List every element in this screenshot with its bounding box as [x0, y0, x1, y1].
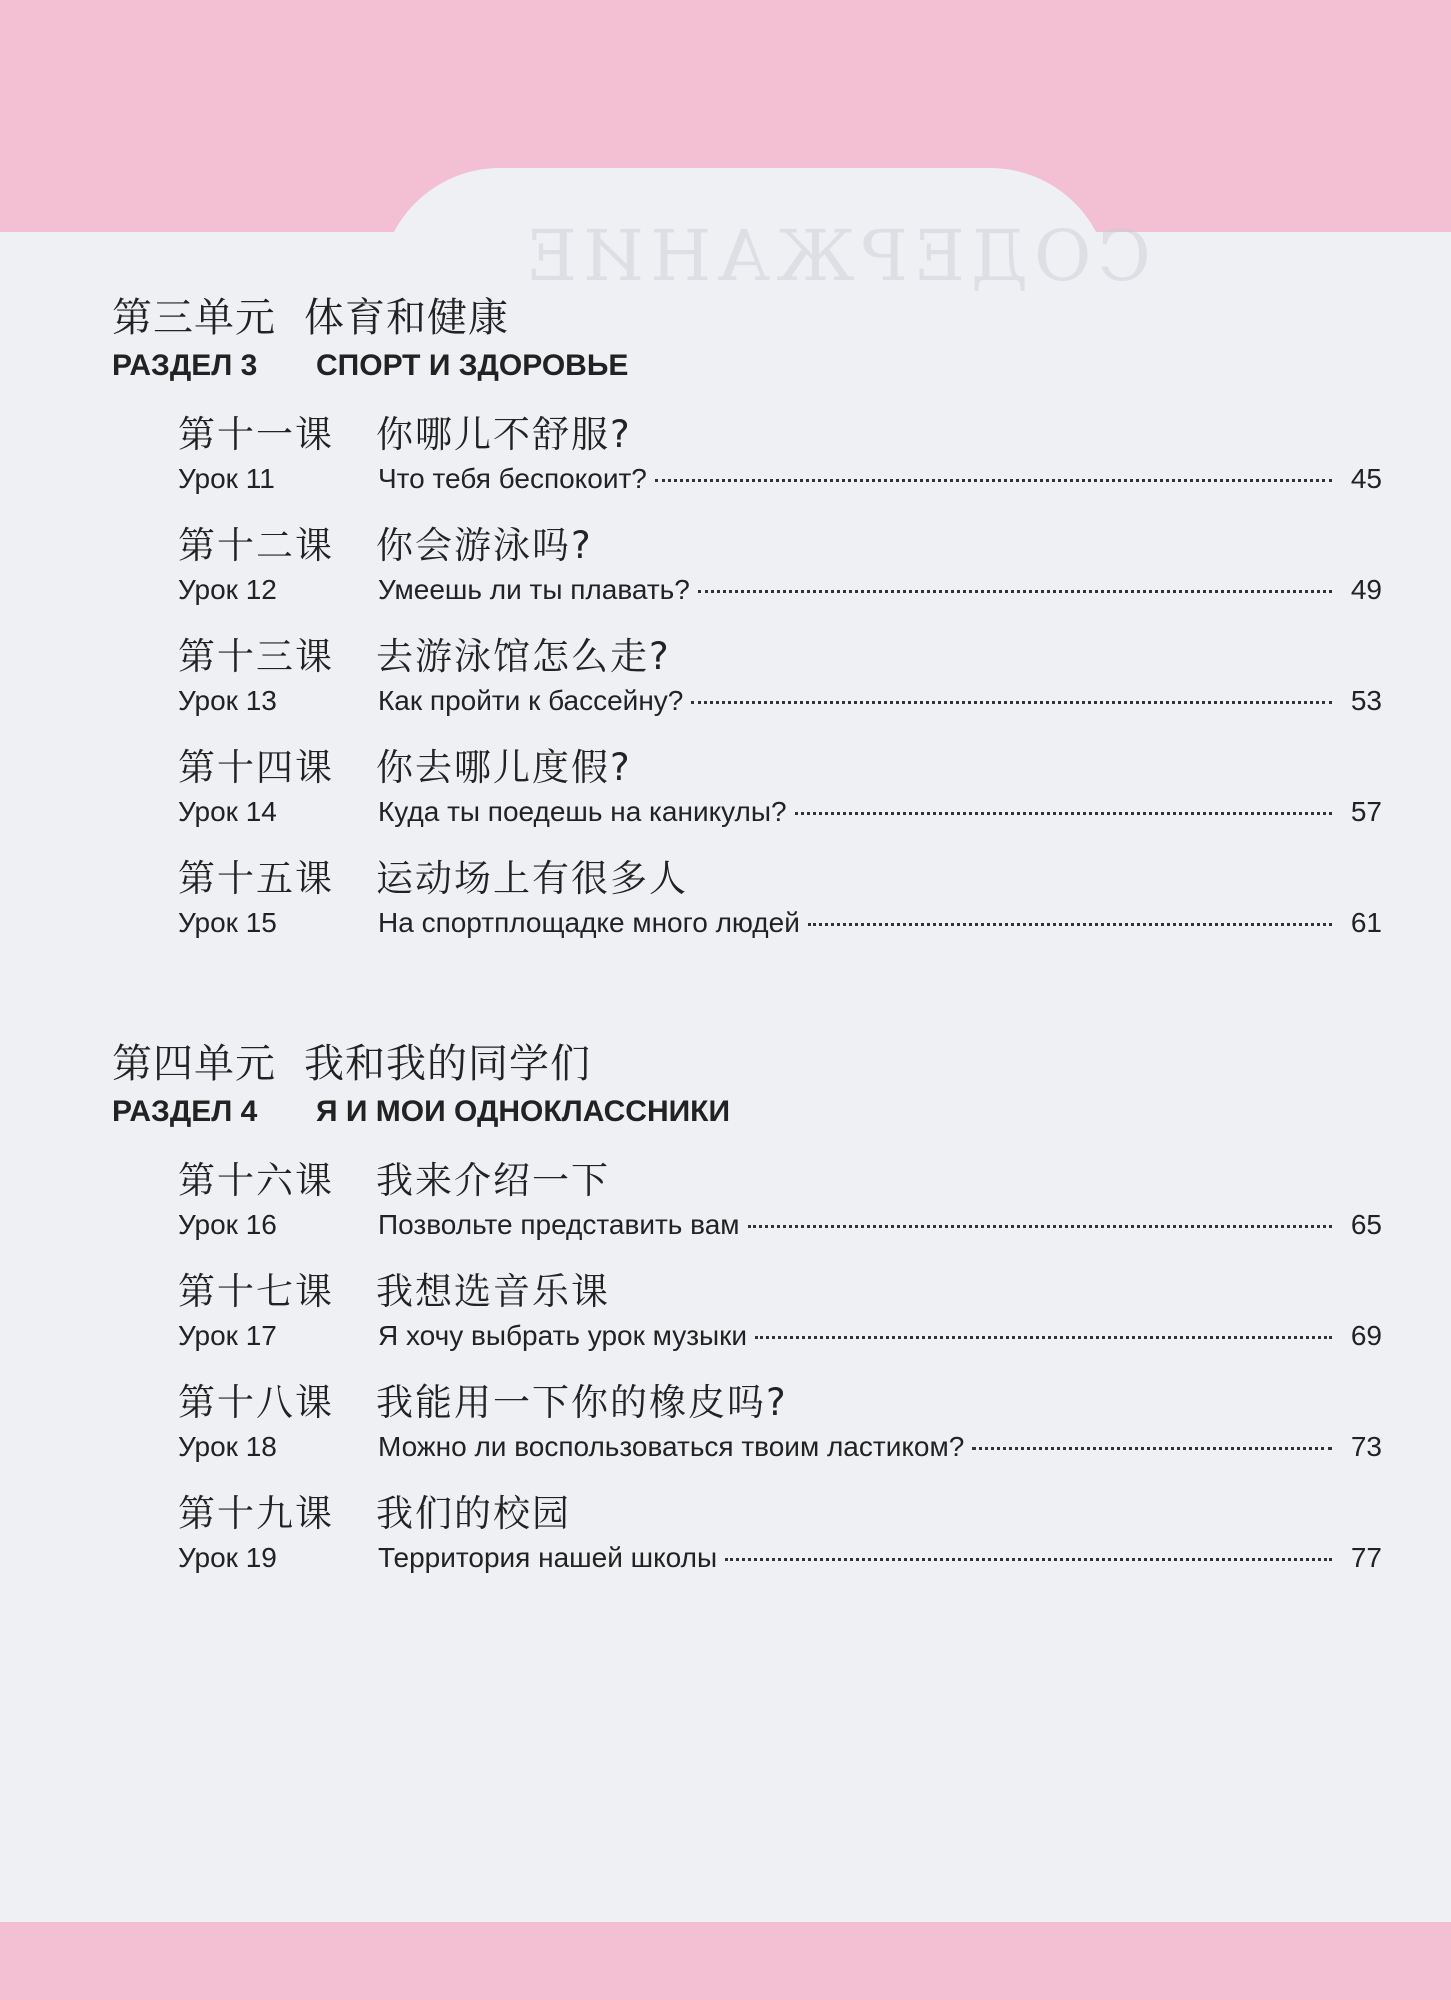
dot-leader: [808, 923, 1332, 926]
toc-entry[interactable]: [178, 632, 1382, 743]
page-number: 53: [1350, 685, 1382, 716]
unit-3: [112, 292, 1382, 965]
page-number: 49: [1350, 574, 1382, 605]
bottom-pink-band: [0, 1922, 1451, 2000]
page-number: 73: [1350, 1431, 1382, 1462]
lesson-title-ru: Позвольте представить вам: [378, 1209, 740, 1240]
lesson-title-ru: Что тебя беспокоит?: [378, 463, 647, 494]
lesson-number-cn: 第十五课: [178, 857, 334, 900]
unit-title-cn: [112, 1038, 1382, 1090]
toc-entry[interactable]: [178, 521, 1382, 632]
lesson-number-cn: 第十一课: [178, 413, 334, 456]
unit-4: [112, 1038, 1382, 1600]
dot-leader: [691, 701, 1332, 704]
unit-title-ru: [112, 346, 1382, 386]
dot-leader: [972, 1447, 1332, 1450]
lesson-number-cn: 第十二课: [178, 524, 334, 567]
page-number: 61: [1350, 907, 1382, 938]
lesson-title-cn: 你去哪儿度假?: [376, 746, 632, 789]
lesson-title-ru: Умеешь ли ты плавать?: [378, 574, 690, 605]
lesson-title-ru: Как пройти к бассейну?: [378, 685, 684, 716]
lesson-number-ru: Урок 12: [178, 574, 277, 605]
page-number: 57: [1350, 796, 1382, 827]
page-number: 65: [1350, 1209, 1382, 1240]
toc-entry[interactable]: [178, 743, 1382, 854]
lesson-number-cn: 第十六课: [178, 1159, 334, 1202]
unit-number-ru: РАЗДЕЛ 3: [112, 349, 258, 382]
lesson-number-cn: 第十八课: [178, 1381, 334, 1424]
lesson-title-ru: Территория нашей школы: [378, 1542, 718, 1573]
lesson-number-ru: Урок 19: [178, 1542, 277, 1573]
lesson-number-cn: 第十三课: [178, 635, 334, 678]
unit-name-ru: СПОРТ И ЗДОРОВЬЕ: [316, 349, 629, 382]
unit-title-ru: [112, 1092, 1382, 1132]
lesson-number-ru: Урок 16: [178, 1209, 277, 1240]
lesson-title-cn: 我能用一下你的橡皮吗?: [376, 1381, 788, 1424]
page-number: 77: [1350, 1542, 1382, 1573]
lesson-title-cn: 运动场上有很多人: [376, 857, 688, 900]
lesson-title-ru: Куда ты поедешь на каникулы?: [378, 796, 787, 827]
lesson-title-cn: 我们的校园: [376, 1492, 571, 1535]
dot-leader: [795, 812, 1332, 815]
unit-title-cn: [112, 292, 1382, 344]
lesson-title-cn: 你哪儿不舒服?: [376, 413, 632, 456]
toc-entry[interactable]: [178, 854, 1382, 965]
lesson-title-ru: Я хочу выбрать урок музыки: [378, 1320, 748, 1351]
dot-leader: [655, 479, 1332, 482]
unit-number-cn: 第四单元: [112, 1041, 276, 1087]
lesson-number-ru: Урок 18: [178, 1431, 277, 1462]
toc-entry[interactable]: [178, 1378, 1382, 1489]
lesson-number-ru: Урок 14: [178, 796, 277, 827]
dot-leader: [755, 1336, 1332, 1339]
lesson-title-cn: 去游泳馆怎么走?: [376, 635, 671, 678]
lesson-number-cn: 第十九课: [178, 1492, 334, 1535]
toc-entry[interactable]: [178, 1489, 1382, 1600]
lesson-number-cn: 第十四课: [178, 746, 334, 789]
bleed-through-title: СОДЕРЖАНИЕ: [520, 215, 1151, 297]
page-number: 69: [1350, 1320, 1382, 1351]
toc-entry[interactable]: [178, 410, 1382, 521]
dot-leader: [748, 1225, 1332, 1228]
unit-number-ru: РАЗДЕЛ 4: [112, 1095, 258, 1128]
lesson-title-ru: На спортплощадке много людей: [378, 907, 800, 938]
page-number: 45: [1350, 463, 1382, 494]
lesson-number-ru: Урок 15: [178, 907, 277, 938]
toc-entry[interactable]: [178, 1267, 1382, 1378]
lesson-title-cn: 你会游泳吗?: [376, 524, 593, 567]
lesson-number-cn: 第十七课: [178, 1270, 334, 1313]
lesson-number-ru: Урок 17: [178, 1320, 277, 1351]
dot-leader: [725, 1558, 1332, 1561]
lesson-number-ru: Урок 13: [178, 685, 277, 716]
unit-name-ru: Я И МОИ ОДНОКЛАССНИКИ: [316, 1095, 731, 1128]
lesson-title-cn: 我来介绍一下: [376, 1159, 610, 1202]
toc-entry[interactable]: [178, 1156, 1382, 1267]
lesson-title-cn: 我想选音乐课: [376, 1270, 610, 1313]
lesson-number-ru: Урок 11: [178, 463, 275, 494]
dot-leader: [698, 590, 1332, 593]
unit-name-cn: 体育和健康: [304, 295, 509, 341]
lesson-title-ru: Можно ли воспользоваться твоим ластиком?: [378, 1431, 965, 1462]
unit-number-cn: 第三单元: [112, 295, 276, 341]
unit-name-cn: 我和我的同学们: [304, 1041, 591, 1087]
